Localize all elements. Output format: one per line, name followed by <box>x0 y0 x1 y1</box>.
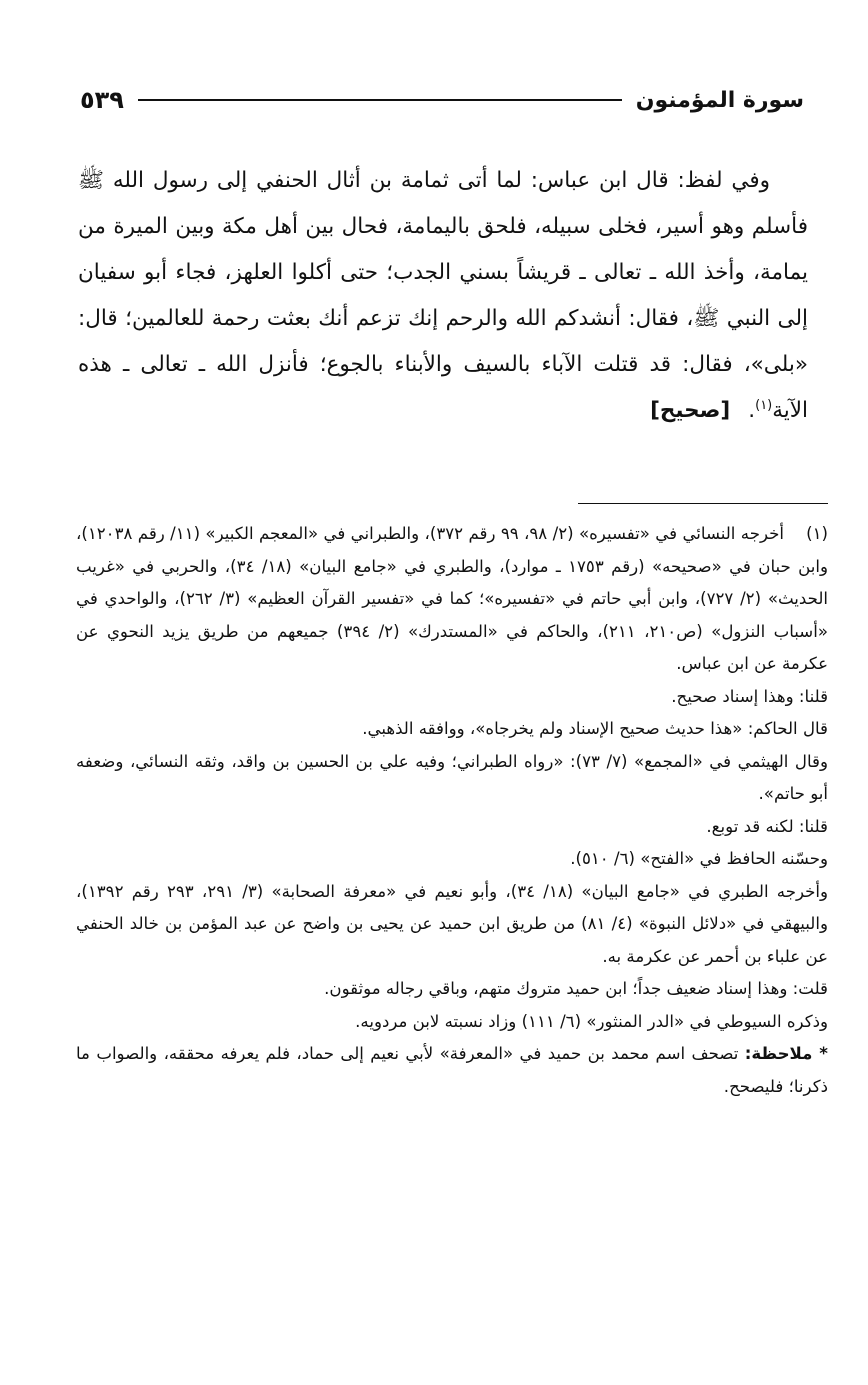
note-text: تصحف اسم محمد بن حميد في «المعرفة» لأبي نعيم إلى حماد، فلم يعرفه محققه، والصواب ما ذكرنا؛ فليصحح. <box>76 1044 828 1096</box>
footnote-line: وذكره السيوطي في «الدر المنثور» (٦/ ١١١) وزاد نسبته لابن مردويه. <box>355 1011 828 1031</box>
footnote-number: (١) <box>806 524 828 543</box>
footnote-separator <box>578 503 828 504</box>
footnote-line: قال الحاكم: «هذا حديث صحيح الإسناد ولم يخرجاه»، ووافقه الذهبي. <box>362 719 828 738</box>
main-text <box>78 158 808 434</box>
footnote-reference: (١) <box>755 397 773 413</box>
footnote-line: قلنا: لكنه قد توبع. <box>706 816 828 836</box>
page-header <box>80 78 804 122</box>
surah-title: سورة المؤمنون <box>635 87 804 113</box>
footnote-line: قلت: وهذا إسناد ضعيف جداً؛ ابن حميد متروك متهم، وباقي رجاله موثقون. <box>324 979 828 998</box>
hadith-grade: [صحيح] <box>650 398 731 423</box>
main-paragraph: وفي لفظ: قال ابن عباس: لما أتى ثمامة بن أثال الحنفي إلى رسول الله ﷺ فأسلم وهو أسير، فخلى سبيله، فلحق باليمامة، فحال بين أهل مكة وبين الميرة من يمامة، وأخذ الله ـ تعالى ـ قريشاً بسني الجدب؛ حتى أكلوا العلهز، فجاء أبو سفيان إلى النبي ﷺ، فقال: أنشدكم الله والرحم إنك تزعم أنك بعثت رحمة للعالمين؛ قال: «بلى»، فقال: قد قتلت الآباء بالسيف والأبناء بالجوع؛ فأنزل الله ـ تعالى ـ هذه الآية$^{(١)}$.[صحيح] <box>78 168 808 423</box>
main-paragraph-text: وفي لفظ: قال ابن عباس: لما أتى ثمامة بن أثال الحنفي إلى رسول الله ﷺ فأسلم وهو أسير، فخلى سبيله، فلحق باليمامة، فحال بين أهل مكة وبين الميرة من يمامة، وأخذ الله ـ تعالى ـ قريشاً بسني الجدب؛ حتى أكلوا العلهز، فجاء أبو سفيان إلى النبي ﷺ، فقال: أنشدكم الله والرحم إنك تزعم أنك بعثت رحمة للعالمين؛ قال: «بلى»، فقال: قد قتلت الآباء بالسيف والأبناء بالجوع؛ فأنزل الله ـ تعالى ـ هذه الآية <box>78 168 808 423</box>
header-rule <box>138 99 622 101</box>
note-label: * ملاحظة: <box>744 1044 828 1063</box>
footnote-line: وحسّنه الحافظ في «الفتح» (٦/ ٥١٠). <box>570 849 828 868</box>
footnote-line: قلنا: وهذا إسناد صحيح. <box>671 686 828 706</box>
footnote-intro: أخرجه النسائي في «تفسيره» (٢/ ٩٨، ٩٩ رقم ٣٧٢)، والطبراني في «المعجم الكبير» (١١/ رقم ١٢٠٣٨)، وابن حبان في «صحيحه» (رقم ١٧٥٣ ـ موارد)، والطبري في «جامع البيان» (١٨/ ٣٤)، والحربي في «غريب الحديث» (٢/ ٧٢٧)، وابن أبي حاتم في «تفسيره»؛ كما في «تفسير القرآن العظيم» (٣/ ٢٦٢)، والواحدي في «أسباب النزول» (ص٢١٠، ٢١١)، والحاكم في «المستدرك» (٢/ ٣٩٤) جميعهم من طريق يزيد النحوي عن عكرمة عن ابن عباس. <box>76 524 829 673</box>
footnotes <box>76 518 828 1103</box>
footnote-line: وقال الهيثمي في «المجمع» (٧/ ٧٣): «رواه الطبراني؛ وفيه علي بن الحسين بن واقد، وثقه النسائي، وضعفه أبو حاتم». <box>76 751 828 803</box>
footnote-note <box>76 1038 828 1103</box>
footnote-line: وأخرجه الطبري في «جامع البيان» (١٨/ ٣٤)، وأبو نعيم في «معرفة الصحابة» (٣/ ٢٩١، ٢٩٣ رقم ١٣٩٢)، والبيهقي في «دلائل النبوة» (٤/ ٨١) من طريق ابن حميد عن يحيى بن واضح عن عبد المؤمن بن خالد الحنفي عن علباء بن أحمر عن عكرمة به. <box>76 881 828 966</box>
footnote-1 <box>76 518 828 681</box>
page-number: ٥٣٩ <box>80 86 124 114</box>
